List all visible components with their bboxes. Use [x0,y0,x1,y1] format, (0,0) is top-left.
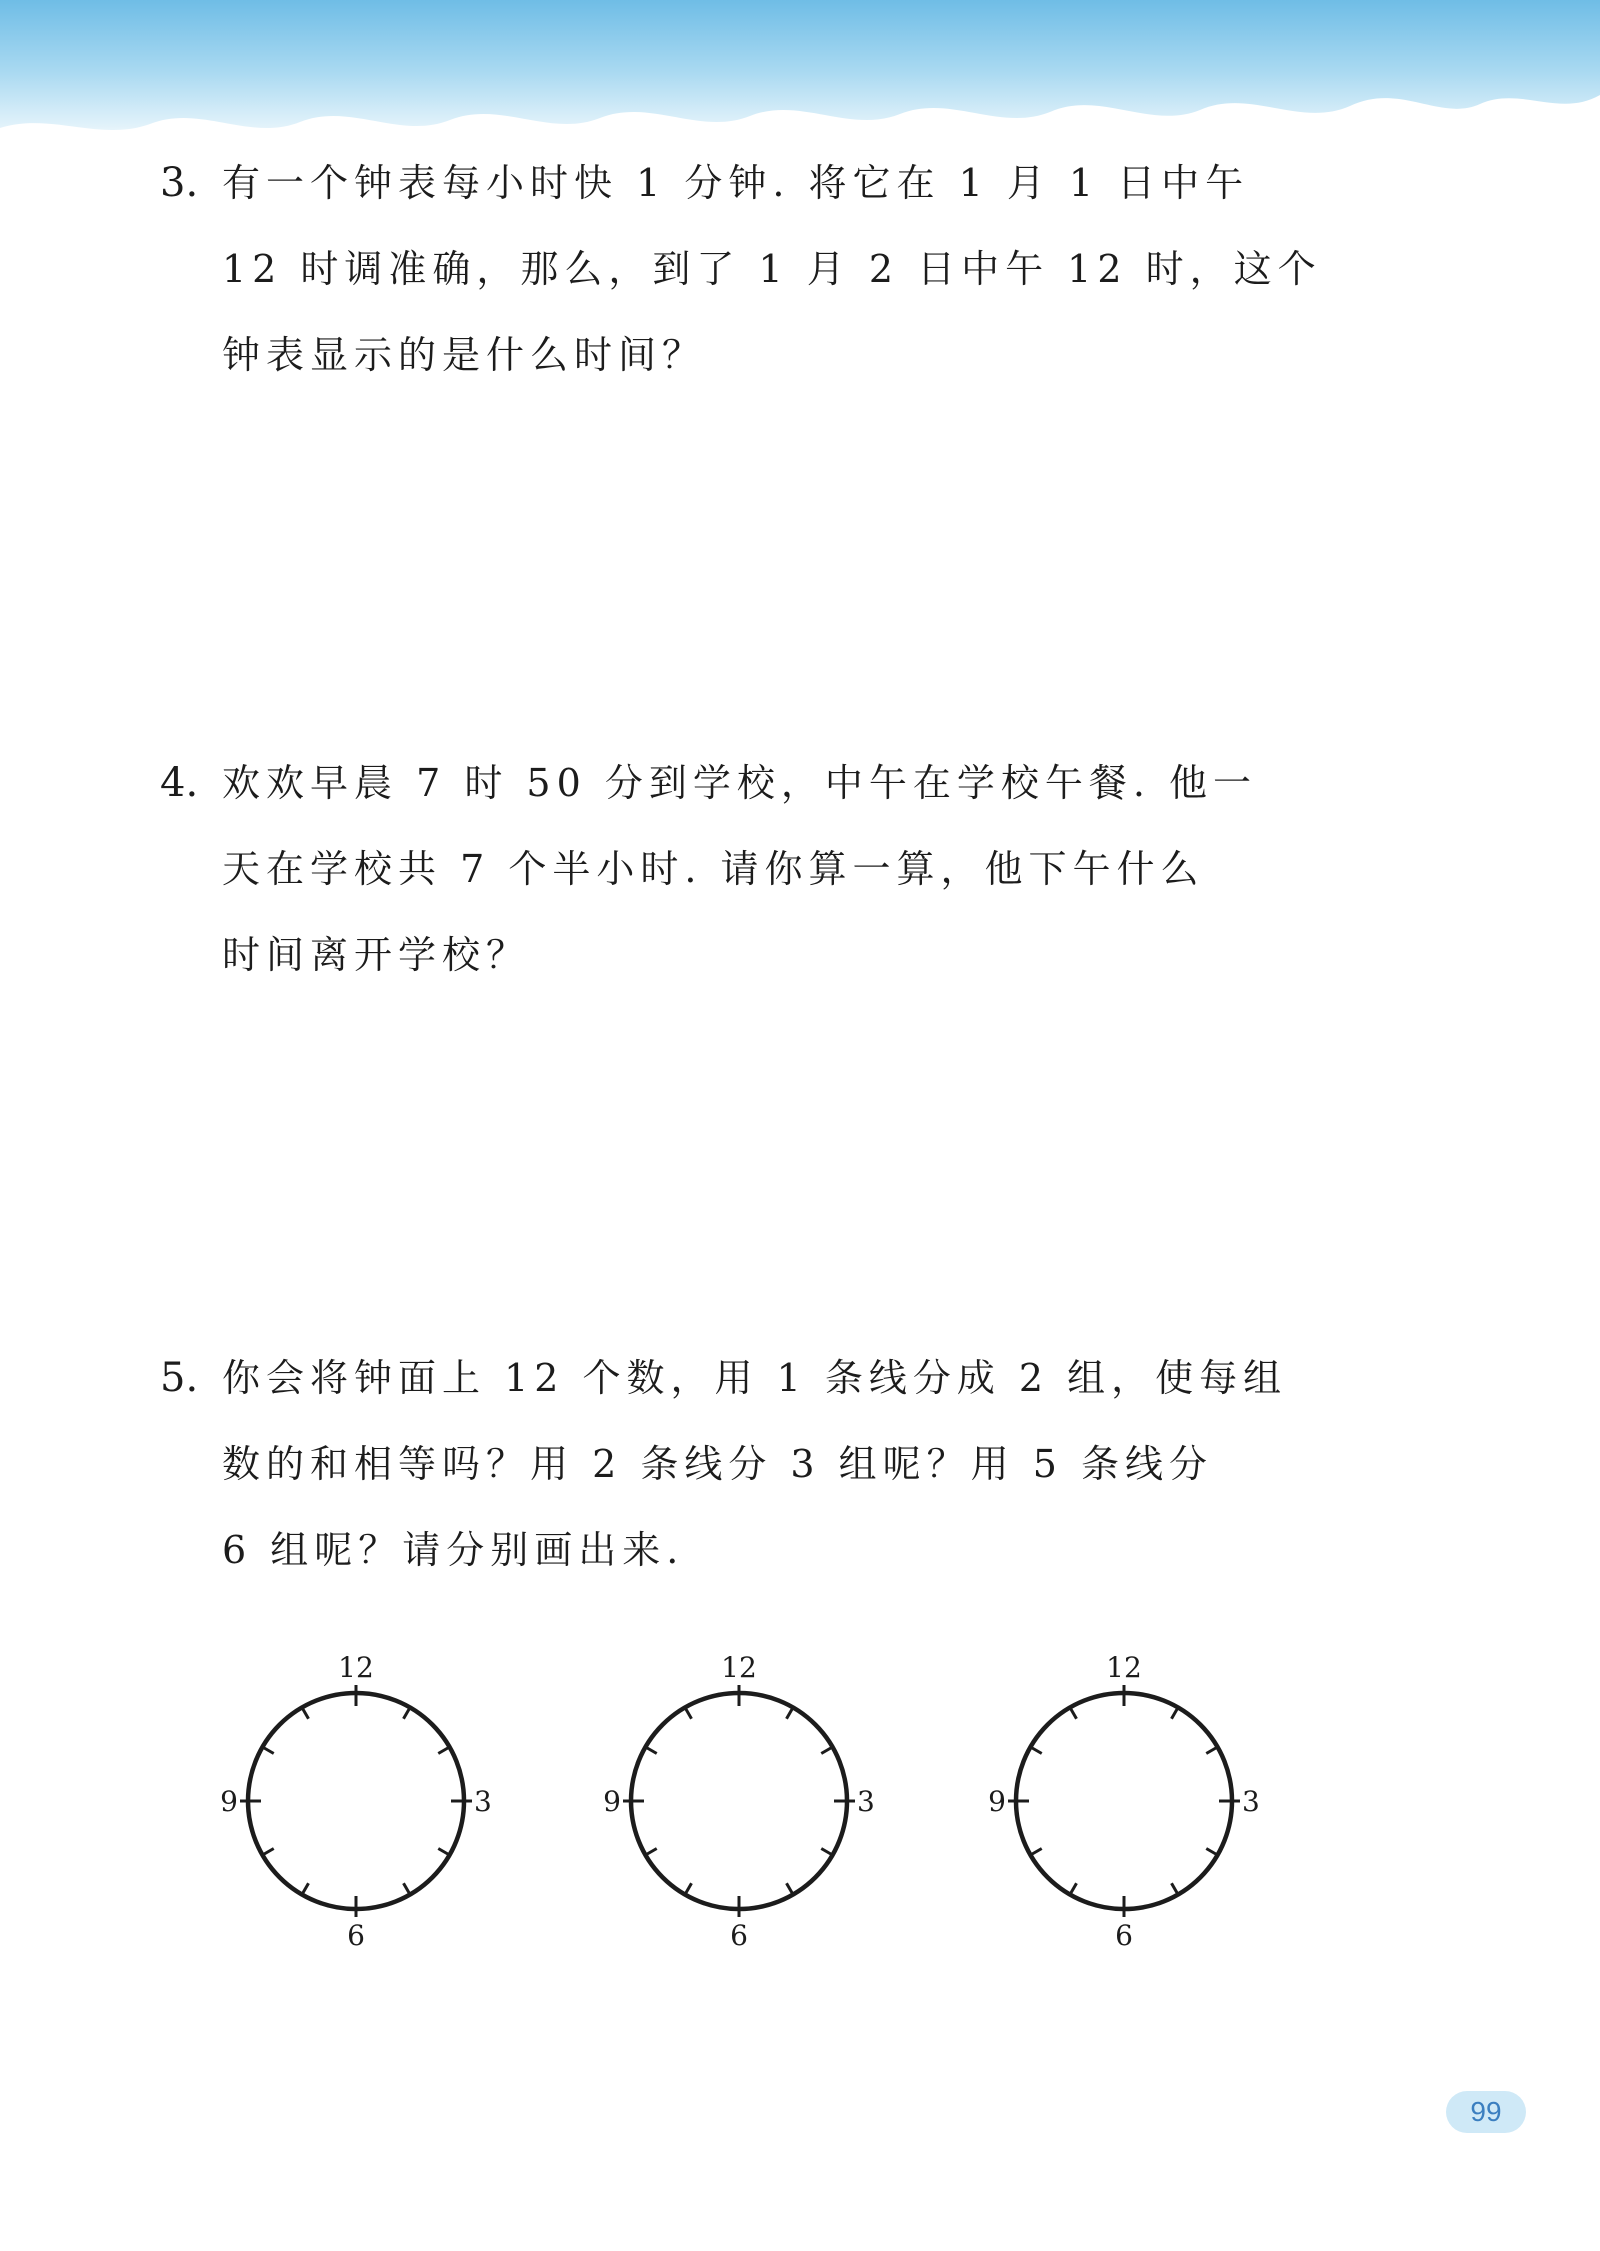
clock-tick [1172,1883,1179,1894]
clock-number-9: 9 [220,1785,238,1818]
clock-tick [1206,1747,1217,1754]
clock-tick [302,1883,309,1894]
clock-tick [438,1747,449,1754]
question-line: 6 组呢？请分别画出来. [222,1528,685,1572]
question-line: 天在学校共 7 个半小时. 请你算一算，他下午什么 [222,847,1205,891]
clock-dial [631,1693,847,1909]
clock-number-9: 9 [603,1785,621,1818]
clock-tick [1030,1849,1041,1856]
clock-number-6: 6 [730,1919,748,1952]
question-number: 4. [160,760,199,806]
clock-tick [1206,1849,1217,1856]
clock-number-9: 9 [988,1785,1006,1818]
question-line: 12 时调准确，那么，到了 1 月 2 日中午 12 时，这个 [222,247,1322,291]
clock-tick [787,1707,794,1718]
clock-tick [1172,1707,1179,1718]
clock-tick [821,1849,832,1856]
clock-number-12: 12 [338,1651,374,1684]
clock-tick [685,1707,692,1718]
question-text [222,740,1258,998]
question-number: 3. [160,160,199,206]
clock-tick [645,1747,656,1754]
page-number: 99 [1446,2091,1526,2133]
clock-number-3: 3 [474,1785,492,1818]
clock-dial [248,1693,464,1909]
question-number: 5. [160,1355,199,1401]
clock-tick [438,1849,449,1856]
clock-number-6: 6 [1115,1919,1133,1952]
clock-tick [262,1849,273,1856]
clock-tick [302,1707,309,1718]
clock-face [603,1651,875,1952]
clock-number-6: 6 [347,1919,365,1952]
clock-number-12: 12 [1106,1651,1142,1684]
clock-dial [1016,1693,1232,1909]
clock-tick [645,1849,656,1856]
clock-tick [1030,1747,1041,1754]
clock-number-12: 12 [721,1651,757,1684]
clock-tick [787,1883,794,1894]
question-line: 欢欢早晨 7 时 50 分到学校，中午在学校午餐. 他一 [222,761,1258,805]
question-text [222,140,1322,398]
question-line: 钟表显示的是什么时间？ [222,333,707,377]
clock-number-3: 3 [1242,1785,1260,1818]
clock-tick [262,1747,273,1754]
clock-tick [685,1883,692,1894]
clock-tick [1070,1707,1077,1718]
clock-faces [0,1640,1600,1970]
question-line: 有一个钟表每小时快 1 分钟. 将它在 1 月 1 日中午 [222,161,1250,205]
question-line: 数的和相等吗？用 2 条线分 3 组呢？用 5 条线分 [222,1442,1214,1486]
clock-face [220,1651,492,1952]
clock-face [988,1651,1260,1952]
clock-tick [1070,1883,1077,1894]
clock-tick [404,1883,411,1894]
clock-number-3: 3 [857,1785,875,1818]
question-line: 你会将钟面上 12 个数，用 1 条线分成 2 组，使每组 [222,1356,1288,1400]
question-text [222,1335,1288,1593]
question-line: 时间离开学校？ [222,933,531,977]
clock-tick [404,1707,411,1718]
clock-tick [821,1747,832,1754]
